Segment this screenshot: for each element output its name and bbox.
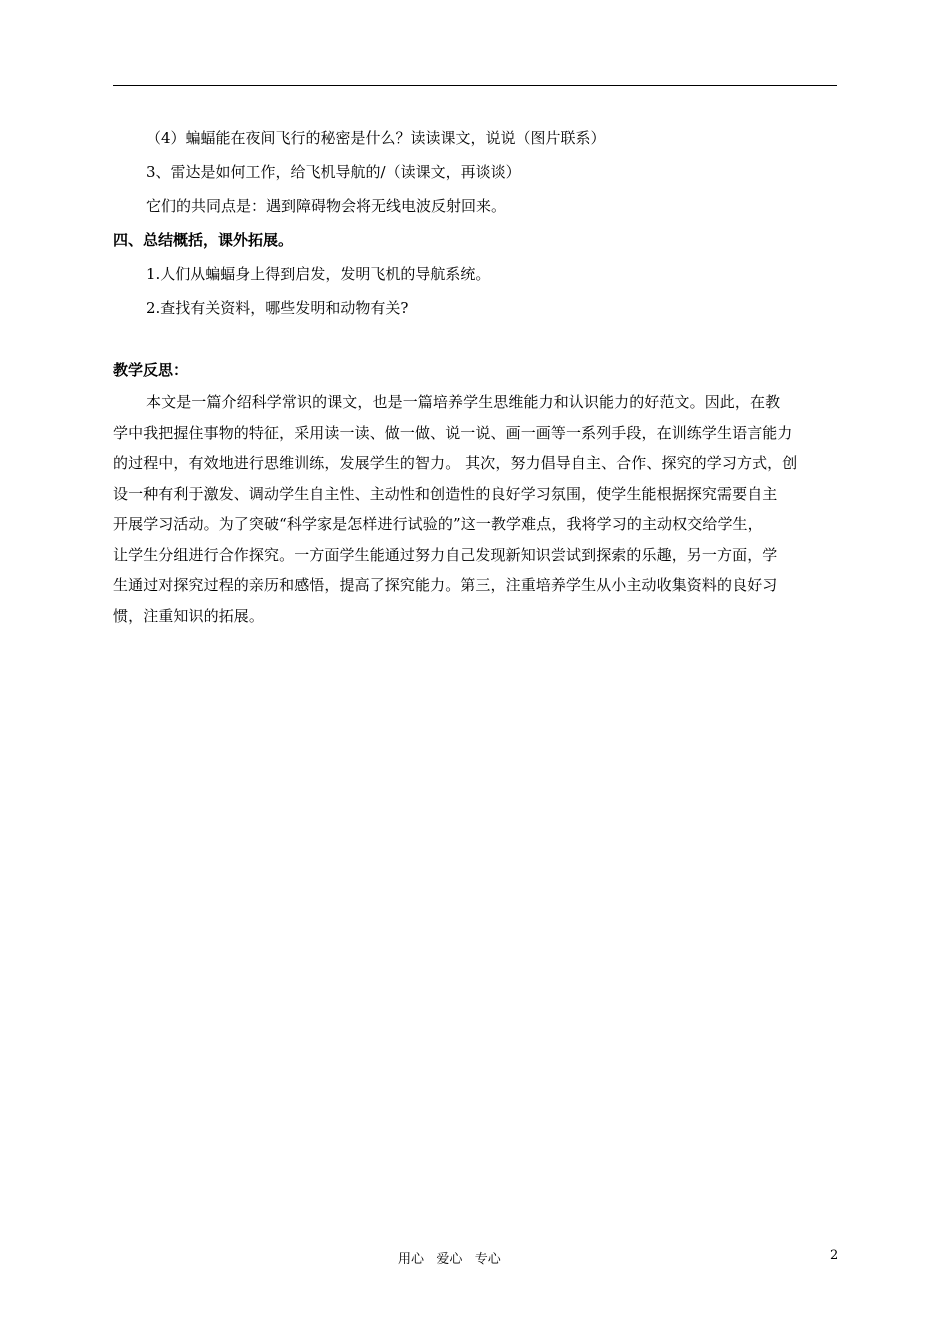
reflection-line: 让学生分组进行合作探究。一方面学生能通过努力自己发现新知识尝试到探索的乐趣，另一方面，学 xyxy=(113,545,778,564)
common-point-line: 它们的共同点是：遇到障碍物会将无线电波反射回来。 xyxy=(146,197,507,215)
reflection-heading: 教学反思： xyxy=(113,361,189,379)
extension-item-1: 1.人们从蝙蝠身上得到启发，发明飞机的导航系统。 xyxy=(146,265,491,283)
reflection-paragraph xyxy=(113,387,837,631)
spacer xyxy=(113,325,837,353)
extension-item-2: 2.查找有关资料，哪些发明和动物有关? xyxy=(146,299,409,317)
page-number: 2 xyxy=(830,1248,839,1263)
reflection-line: 本文是一篇介绍科学常识的课文，也是一篇培养学生思维能力和认识能力的好范文。因此，在教 xyxy=(146,393,781,411)
question-4-line: （4）蝙蝠能在夜间飞行的秘密是什么？读读课文，说说（图片联系） xyxy=(146,129,606,147)
reflection-line: 的过程中，有效地进行思维训练，发展学生的智力。 其次，努力倡导自主、合作、探究的学习方式，创 xyxy=(113,454,798,472)
document-body xyxy=(113,121,837,631)
reflection-line: 生通过对探究过程的亲历和感悟，提高了探究能力。第三，注重培养学生从小主动收集资料的良好习 xyxy=(113,576,778,594)
section-4-heading: 四、总结概括，课外拓展。 xyxy=(113,231,294,249)
header-rule xyxy=(113,85,837,86)
reflection-line: 学中我把握住事物的特征，采用读一读、做一做、说一说、画一画等一系列手段，在训练学生语言能力 xyxy=(113,423,793,442)
reflection-line: 惯，注重知识的拓展。 xyxy=(113,606,265,625)
step-3-line: 3、雷达是如何工作，给飞机导航的/（读课文，再谈谈） xyxy=(146,163,521,181)
reflection-line: 设一种有利于激发、调动学生自主性、主动性和创造性的良好学习氛围，使学生能根据探究需要自主 xyxy=(113,484,778,503)
reflection-line: 开展学习活动。为了突破“科学家是怎样进行试验的”这一教学难点，我将学习的主动权交给学生， xyxy=(113,515,763,533)
footer-motto: 用心 爱心 专心 xyxy=(398,1252,501,1267)
